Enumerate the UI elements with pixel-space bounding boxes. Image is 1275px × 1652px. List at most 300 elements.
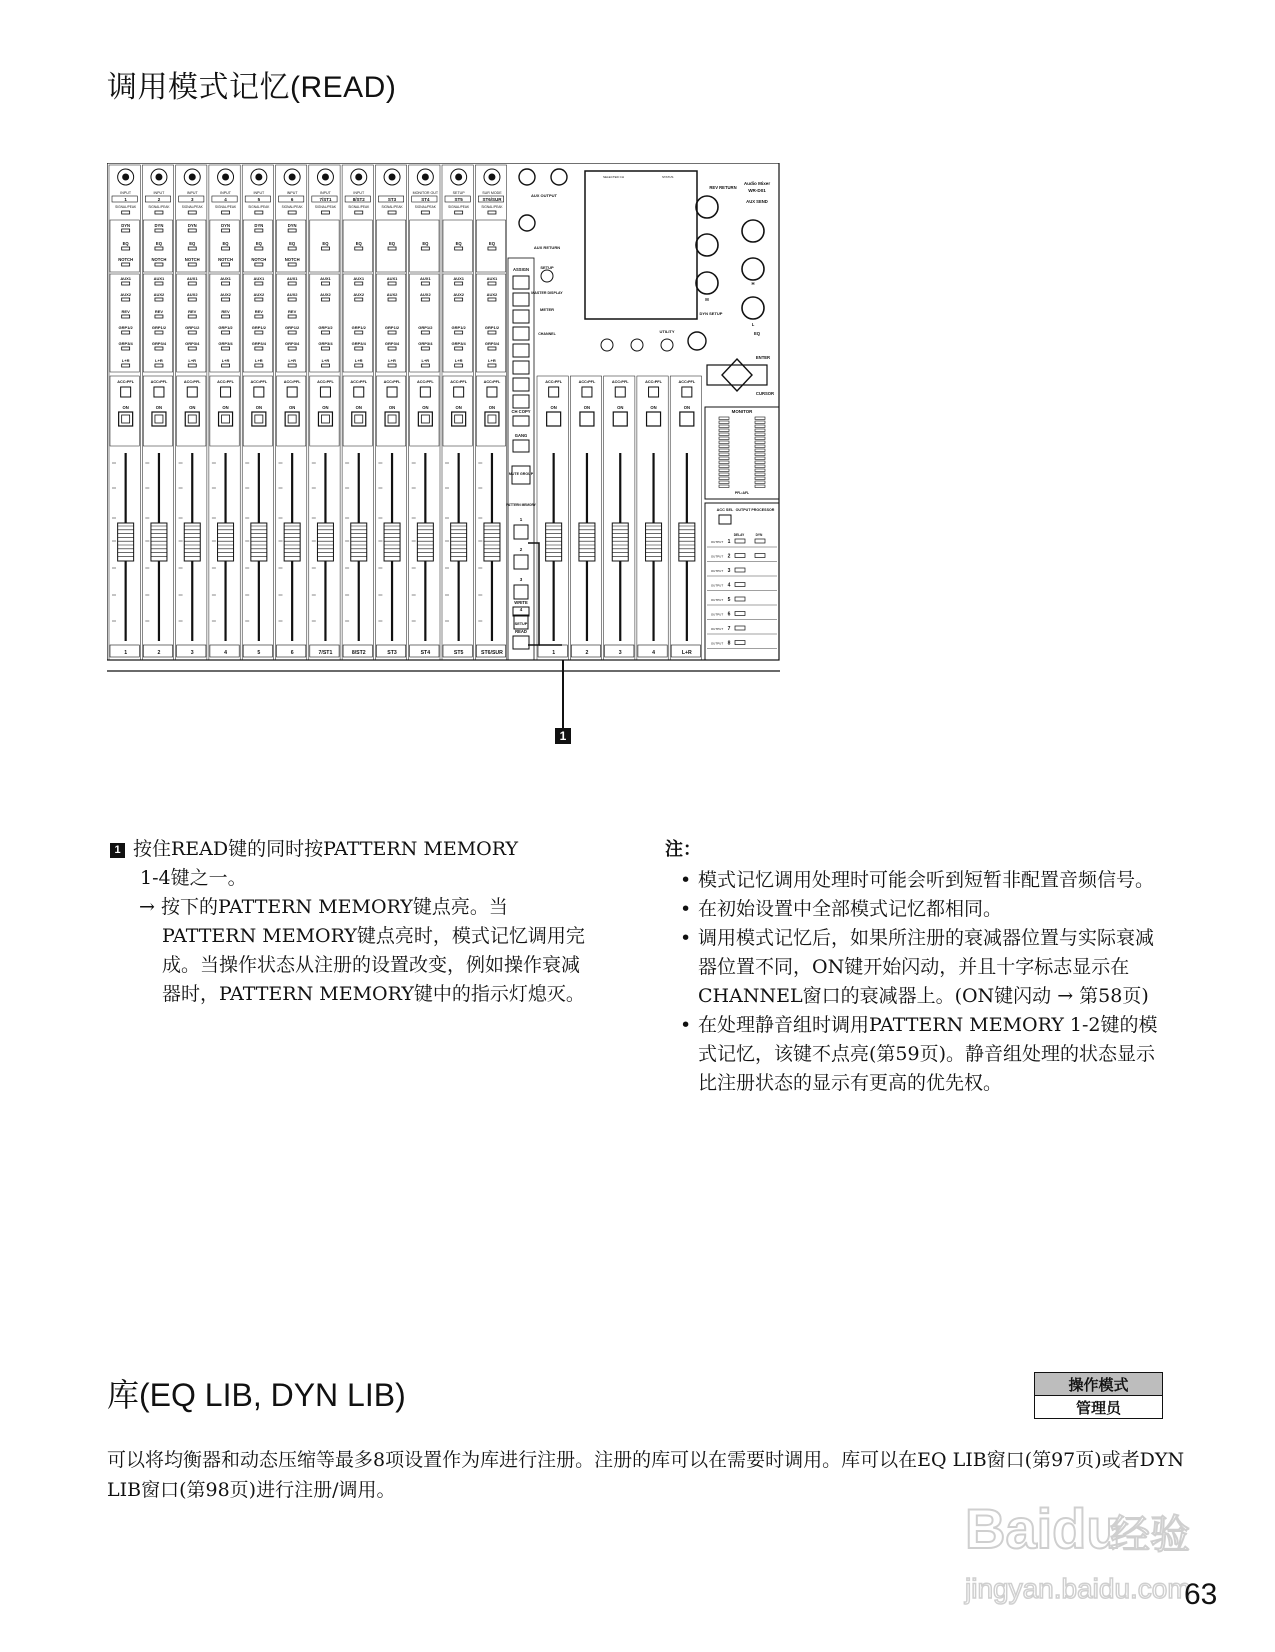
output-label: OUTPUT [710,627,724,631]
eq-l-label: L [751,322,755,327]
lr-led [188,364,196,367]
eq-led [155,247,163,250]
output-bottom-label: 4 [652,650,655,656]
output-delay-led [735,612,745,616]
lr-led [321,364,329,367]
meter-led-left [719,465,729,468]
assign-label: AUX2 [286,292,298,297]
lr-label: L+R [321,358,330,363]
on-key-inner [255,415,263,423]
output-label: OUTPUT [710,641,724,646]
assign-led [455,331,463,334]
acc-pfl-label: ACC•PFL [317,380,334,384]
pattern-memory-bracket [528,543,539,645]
monitor-meter-box [705,407,779,499]
on-label: ON [155,405,163,410]
gain-knob-cap [189,174,196,181]
strip-number: 1 [124,197,127,202]
assign-led [388,298,396,301]
output-bottom-label: 3 [618,650,622,656]
meter-led-left [719,437,729,440]
eq-led [355,247,363,250]
strip-input-label: SUR MODE [482,191,502,195]
meter-led-right [755,441,765,444]
assign-label: GRP3/4 [384,341,400,346]
lr-led [255,364,263,367]
setup-label: SETUP [514,622,528,626]
library-intro-paragraph: 可以将均衡器和动态压缩等最多8项设置作为库进行注册。注册的库可以在需要时调用。库可以在EQ LIB窗口(第97页)或者DYN LIB窗口(第98页)进行注册/调用。 [107,1449,1185,1501]
notch-led [155,263,163,266]
assign-led [355,282,363,285]
aux-send-knob [742,220,764,242]
assign-led [321,298,329,301]
acc-pfl-label: ACC•PFL [383,380,401,384]
gain-knob-cap [422,174,429,181]
signal-led [455,211,463,214]
notes-box [665,835,1165,1098]
dyn-label: DYN [121,223,131,228]
section-title-read: 调用模式记忆(READ) [107,71,397,104]
eq-h-label: H [751,281,755,286]
assign-label: GRP3/4 [418,341,433,346]
lr-led [288,364,296,367]
signal-peak-label: SIGNAL/PEAK [481,205,503,209]
strip-bottom-label: 6 [290,650,294,656]
output-number: 4 [727,582,731,589]
callout-leader-line [562,660,564,728]
setup-knob [541,270,553,282]
signal-peak-label: SIGNAL/PEAK [381,205,403,209]
dyn-setup-label: DYN SETUP [699,311,723,316]
assign-led [355,298,363,301]
meter-led-right [755,481,765,484]
eq-led [321,247,329,250]
meter-led-right [755,433,765,436]
notch-led [288,263,296,266]
notch-led [188,263,196,266]
output-number: 8 [727,640,731,647]
assign-led [488,298,496,301]
assign-led [255,347,263,350]
lr-label: L+R [188,358,197,363]
assign-label: AUX1 [286,276,298,281]
utility-label: UTILITY [659,329,675,334]
assign-led [188,315,196,318]
assign-label: GRP1/2 [351,325,366,330]
acc-pfl-key [420,387,430,397]
signal-led [122,211,130,214]
assign-led [122,298,130,301]
lr-label: L+R [221,358,230,363]
enter-label: ENTER [755,355,771,360]
acc-pfl-label: ACC•PFL [483,380,501,384]
fader-knob [679,523,695,561]
strip-number: 5 [257,197,261,202]
fader-knob [417,523,433,561]
assign-label: REV [188,309,197,314]
acc-pfl-key [682,387,692,397]
read-key [513,636,529,649]
channel-label: CHANNEL [538,332,556,336]
assign-label: AUX2 [153,292,165,297]
assign-led [188,347,196,350]
output-label: OUTPUT [710,598,724,602]
assign-label: REV [154,309,164,314]
assign-label: AUX2 [420,292,431,297]
acc-pfl-key [154,387,164,397]
fader-knob [218,523,234,561]
on-key-inner [355,415,363,423]
step-line-2: 1-4键之一。 [140,867,247,889]
gain-knob-cap [255,174,262,181]
fader-knob [251,523,267,561]
dyn-led [188,229,196,232]
aux-return-knob [519,215,535,231]
strip-input-label: INPUT [286,191,298,195]
assign-label: AUX1 [386,276,398,281]
output-number: 1 [727,539,731,545]
pattern-memory-key [514,585,528,599]
assign-led [488,347,496,350]
signal-peak-label: SIGNAL/PEAK [148,205,170,209]
ch-copy-key [513,416,529,426]
assign-led [188,298,196,301]
meter-led-left [719,433,729,436]
assign-label: AUX1 [486,276,498,281]
fader-knob [118,523,134,561]
output-label: OUTPUT [710,569,724,573]
output-delay-led [735,597,745,601]
assign-led [421,347,429,350]
assign-led [288,282,296,285]
assign-key [513,395,529,408]
gain-knob-cap [289,174,296,181]
meter-led-left [719,457,729,460]
strip-number: 8/ST2 [352,197,365,202]
on-label: ON [583,405,591,410]
aux-return-label: AUX RETURN [533,245,561,250]
signal-peak-label: SIGNAL/PEAK [281,205,303,209]
dyn-eq-block [376,220,405,272]
on-key-inner [155,415,163,423]
assign-led [488,331,496,334]
on-key [452,412,466,426]
assign-key [513,344,529,357]
assign-label: GRP1/2 [384,325,400,330]
lr-led [355,364,363,367]
acc-pfl-key [387,387,397,397]
strip-number: 4 [224,197,227,202]
strip-bottom-label: 8/ST2 [351,650,366,656]
acc-pfl-label: ACC•PFL [183,380,201,384]
product-name: Audio Mixer [743,181,771,186]
eq-led [122,247,130,250]
notch-label: NOTCH [184,257,200,262]
pattern-memory-key [514,525,528,539]
on-label: ON [550,405,557,410]
assign-label: AUX2 [320,292,331,297]
assign-led [155,331,163,334]
lcd-screen [585,171,697,319]
step-result: → 按下的PATTERN MEMORY键点亮。当PATTERN MEMORY键点亮时，模式记忆调用完成。当操作状态从注册的设置改变，例如操作衰减器时，PATTERN MEMORY键中的指示灯熄灭。 [139,896,585,1005]
assign-label: AUX1 [420,276,431,281]
strip-number: 6 [290,197,294,202]
step-line-1 [110,835,590,864]
acc-pfl-label: ACC•PFL [217,380,234,384]
eq-label: EQ [322,241,329,246]
acc-pfl-label: ACC•PFL [450,380,468,384]
dyn-label: DYN [755,533,763,537]
assign-led [255,315,263,318]
strip-number: 3 [190,197,194,202]
lr-label: L+R [155,358,163,363]
dyn-led [288,229,296,232]
on-label: ON [683,405,690,410]
eq-m-label: M [705,297,709,302]
strip-number: 7/ST1 [319,197,332,202]
pattern-key-number: 3 [519,577,523,582]
assign-label: GRP3/4 [118,341,133,346]
pattern-memory-key [514,555,528,569]
acc-pfl-label: ACC•PFL [350,380,368,384]
on-key [219,412,233,426]
on-label: ON [650,405,657,410]
on-key-inner [388,415,396,423]
assign-label: GRP1/2 [451,325,466,330]
eq-led [288,247,296,250]
assign-label: GRP3/4 [185,341,200,346]
output-delay-led [735,626,745,630]
watermark-url: jingyan.baidu.com [965,1573,1191,1604]
strip-input-label: INPUT [220,191,231,195]
meter-led-right [755,437,765,440]
meter-led-right [755,457,765,460]
eq-led [455,247,463,250]
step-number-badge: 1 [110,843,125,858]
eq-led [255,247,263,250]
output-label: OUTPUT [710,554,724,559]
dyn-eq-block [476,220,505,272]
assign-label: GRP1/2 [118,325,133,330]
assign-label: AUX2 [353,292,365,297]
assign-label: REV [221,309,230,314]
assign-led [321,282,329,285]
gain-knob-cap [122,174,129,181]
signal-led [222,211,230,214]
meter-led-right [755,417,765,420]
lcd-function-knob [601,339,613,351]
strip-number: ST3 [387,197,397,202]
notch-label: NOTCH [151,257,167,262]
strip-input-label: INPUT [153,191,165,195]
assign-key [513,310,529,323]
assign-led [188,282,196,285]
signal-led [388,211,396,214]
on-key-inner [122,415,130,423]
on-key [613,412,627,426]
assign-led [222,298,230,301]
assign-label: GRP3/4 [251,341,266,346]
assign-led [321,347,329,350]
eq-led [388,247,396,250]
assign-label: GRP1/2 [185,325,200,330]
signal-peak-label: SIGNAL/PEAK [448,205,470,209]
signal-led [288,211,296,214]
eq-led [421,247,429,250]
fader-knob [612,523,628,561]
acc-pfl-key [254,387,264,397]
strip-bottom-label: 4 [224,650,227,656]
eq-label: EQ [189,241,196,246]
meter-led-right [755,469,765,472]
assign-label: AUX1 [353,276,365,281]
meter-led-left [719,421,729,424]
notch-label: NOTCH [118,257,134,262]
output-bottom-label: 2 [585,650,589,656]
fader-knob [384,523,400,561]
assign-key [513,378,529,391]
meter-led-right [755,461,765,464]
assign-led [222,282,230,285]
meter-led-right [755,449,765,452]
acc-pfl-label: ACC•PFL [283,380,301,384]
setup-label: SETUP [540,265,554,270]
assign-label: AUX2 [453,292,464,297]
meter-led-right [755,453,765,456]
meter-led-right [755,477,765,480]
strip-input-label: INPUT [120,191,132,195]
master-display-label: MASTER DISPLAY [531,291,563,295]
on-key [680,412,694,426]
acc-pfl-key [487,387,497,397]
assign-led [255,298,263,301]
on-key-inner [421,415,429,423]
assign-label: AUX2 [486,292,498,297]
meter-led-left [719,453,729,456]
lr-label: L+R [488,358,496,363]
dyn-label: DYN [221,223,230,228]
acc-pfl-label: ACC•PFL [117,380,135,384]
strip-bottom-label: 5 [257,650,261,656]
notes-heading: 注： [665,839,701,859]
signal-peak-label: SIGNAL/PEAK [314,205,336,209]
lcd-function-knob [661,339,673,351]
fader-knob [151,523,167,561]
acc-pfl-label: ACC•PFL [611,380,629,384]
product-model: WR-D01 [748,188,766,193]
output-dyn-led [755,554,765,558]
assign-label: AUX1 [320,276,331,281]
acc-pfl-label: ACC•PFL [150,380,168,384]
assign-label: AUX1 [120,276,131,281]
meter-led-left [719,449,729,452]
gang-key [513,440,529,452]
assign-led [222,347,230,350]
assign-label: GRP3/4 [151,341,167,346]
acc-pfl-label: ACC•PFL [250,380,268,384]
lr-led [455,364,463,367]
pattern-key-number: 4 [519,607,523,612]
gain-knob-cap [389,174,396,181]
assign-led [122,331,130,334]
lcd-function-knob [631,339,643,351]
eq-led [222,247,230,250]
signal-peak-label: SIGNAL/PEAK [248,205,270,209]
assign-label: REV [288,309,297,314]
acc-pfl-key [454,387,464,397]
on-key-inner [188,415,196,423]
on-key-inner [455,415,463,423]
on-key [152,412,166,426]
aux-output-knob [519,169,535,185]
assign-label: AUX1 [220,276,231,281]
on-key-inner [321,415,329,423]
on-key [385,412,399,426]
pattern-memory-label: PATTERN MEMORY [506,503,536,507]
strip-input-label: INPUT [353,191,365,195]
lr-led [155,364,163,367]
meter-led-right [755,485,765,488]
assign-label: REV [254,309,263,314]
section-title-library: 库(EQ LIB, DYN LIB) [107,1377,406,1413]
dyn-eq-block [443,220,472,272]
on-key [485,412,499,426]
eq-low-knob [742,297,764,319]
meter-led-left [719,481,729,484]
assign-led [355,331,363,334]
on-label: ON [617,405,624,410]
fader-knob [451,523,467,561]
delay-label: DELAY [733,533,745,537]
output-processor-label: OUTPUT PROCESSOR [735,508,775,512]
gain-knob-cap [322,174,329,181]
page-number: 63 [1184,1578,1218,1611]
signal-peak-label: SIGNAL/PEAK [115,205,137,209]
output-delay-led [735,641,745,645]
assign-led [155,315,163,318]
aux-output-knob [551,169,567,185]
acc-pfl-key [320,387,330,397]
eq-label: EQ [488,241,495,246]
note-item: • 模式记忆调用处理时可能会听到短暂非配置音频信号。 [665,866,1165,895]
cursor-label: CURSOR [755,391,775,396]
fader-knob [546,523,562,561]
watermark-service: 经验 [1110,1512,1190,1558]
assign-led [388,347,396,350]
gang-label: GANG [514,433,528,438]
assign-label: GRP1/2 [285,325,300,330]
operation-mode-table [1034,1372,1163,1419]
assign-label: ASSIGN [512,267,530,272]
assign-led [155,282,163,285]
dyn-label: DYN [254,223,264,228]
strip-bottom-label: ST6/SUR [480,650,503,656]
acc-pfl-label: ACC•PFL [545,380,563,384]
mute-group-label: MUTE GROUP [508,472,534,476]
eq-label: EQ [289,241,296,246]
on-label: ON [355,405,362,410]
dyn-eq-block [310,220,339,272]
notch-label: NOTCH [251,257,267,262]
on-key [285,412,299,426]
lr-label: L+R [354,358,363,363]
monitor-label: MONITOR [731,409,753,414]
lr-label: L+R [121,358,130,363]
note-item: • 调用模式记忆后，如果所注册的衰减器位置与实际衰减器位置不同，ON键开始闪动，并且十字标志显示在CHANNEL窗口的衰减器上。(ON键闪动 → 第58页) [665,924,1165,1011]
pattern-key-number: 2 [519,547,523,552]
output-label: OUTPUT [710,540,724,544]
assign-led [421,331,429,334]
